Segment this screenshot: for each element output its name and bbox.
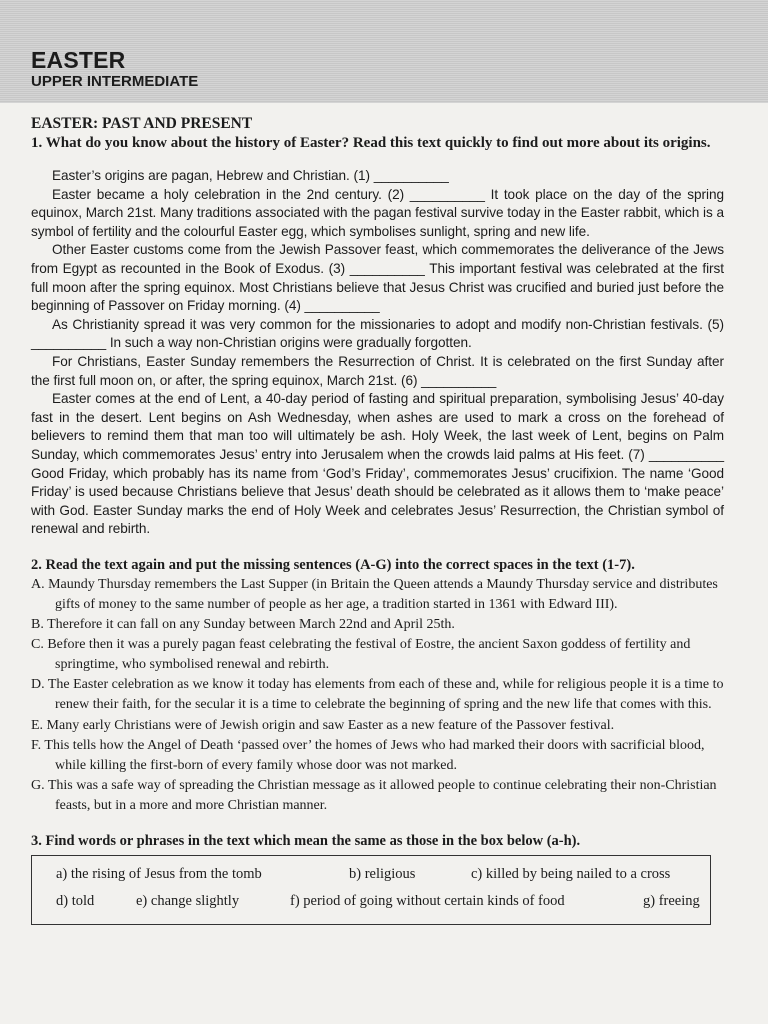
sentence-options [31,575,724,816]
paragraph: As Christianity spread it was very common for the missionaries to adopt and modify non-Christian festivals. (5) __________ In such a way non-Christian origins were gradually forgotten. [31,316,724,351]
box-item-g: g) freeing [643,893,700,909]
question-3: 3. Find words or phrases in the text which mean the same as those in the box below (a-h). [31,833,581,849]
paragraph: Other Easter customs come from the Jewish Passover feast, which commemorates the deliverance of the Jews from Egypt as recounted in the Book of Exodus. (3) __________ This important festival was celebrated at the first full moon after the spring equinox. Most Christians believe that Jesus Christ was crucified and buried just before the beginning of Passover on Friday morning. (4) __________ [31,242,724,314]
worksheet-content [31,114,724,925]
option-g: G. This was a safe way of spreading the Christian message as it allowed people to continue celebrating their non-Christian feasts, but in a more and more Christian manner. [31,777,717,813]
paragraph: Easter’s origins are pagan, Hebrew and Christian. (1) __________ [52,168,449,183]
paragraph: Easter became a holy celebration in the 2nd century. (2) __________ It took place on the day of the spring equinox, March 21st. Many traditions associated with the pagan festival survive today in the Easter rabbit, which is a symbol of fertility and the colourful Easter egg, which symbolises sunlight, spring and new life. [31,186,724,239]
worksheet-header [0,0,768,103]
vocabulary-box [31,855,711,925]
question-2: 2. Read the text again and put the missing sentences (A-G) into the correct spaces in the text (1-7). [31,556,635,573]
worksheet-title: EASTER [31,47,126,73]
box-item-b: b) religious [349,866,416,882]
box-item-d: d) told [56,893,95,909]
option-b: B. Therefore it can fall on any Sunday between March 22nd and April 25th. [31,617,455,633]
paragraph: Easter comes at the end of Lent, a 40-day period of fasting and spiritual preparation, symbolising Jesus’ 40-day fast in the desert. Lent begins on Ash Wednesday, when ashes are used to mark a cross on the forehead of believers to remind them that man too will ultimately be ash. Holy Week, the last week of Lent, begins on Palm Sunday, which commemorates Jesus’ entry into Jerusalem when the crowds laid palms at His feet. (7) __________ Good Friday, which probably has its name from ‘God’s Friday’, commemorates Jesus’ crucifixion. The name ‘Good Friday’ is used because Christians believe that Jesus’ death should be celebrated as it allows them to ‘make peace’ with God. Easter Sunday marks the end of Holy Week and celebrates Jesus’ Resurrection, the Christian symbol of renewal and rebirth. [31,391,724,537]
paragraph: For Christians, Easter Sunday remembers the Resurrection of Christ. It is celebrated on the first Sunday after the first full moon on, or after, the spring equinox, March 21st. (6) __________ [31,353,724,388]
question-1: 1. What do you know about the history of Easter? Read this text quickly to find out more about its origins. [31,135,711,151]
box-item-e: e) change slightly [136,893,240,909]
option-d: D. The Easter celebration as we know it today has elements from each of these and, while for religious people it is a time to renew their faith, for the secular it is a time to celebrate the beginning of spring and the new life that comes with this. [31,677,724,713]
option-a: A. Maundy Thursday remembers the Last Supper (in Britain the Queen attends a Maundy Thursday service and distributes gifts of money to the same number of people as her age, a tradition started in 1361 with Edward III). [31,576,718,612]
worksheet-level: UPPER INTERMEDIATE [31,73,199,90]
option-f: F. This tells how the Angel of Death ‘passed over’ the homes of Jews who had marked their doors with sacrificial blood, while killing the first-born of every family whose door was not marked. [31,737,705,773]
box-item-c: c) killed by being nailed to a cross [471,866,671,882]
option-c: C. Before then it was a purely pagan feast celebrating the festival of Eostre, the ancient Saxon goddess of fertility and springtime, who symbolised renewal and rebirth. [31,637,691,673]
option-e: E. Many early Christians were of Jewish origin and saw Easter as a new feature of the Passover festival. [31,717,615,733]
box-item-f: f) period of going without certain kinds of food [290,893,565,909]
box-item-a: a) the rising of Jesus from the tomb [56,866,262,882]
reading-text [31,167,724,539]
section-title: EASTER: PAST AND PRESENT [31,115,253,132]
